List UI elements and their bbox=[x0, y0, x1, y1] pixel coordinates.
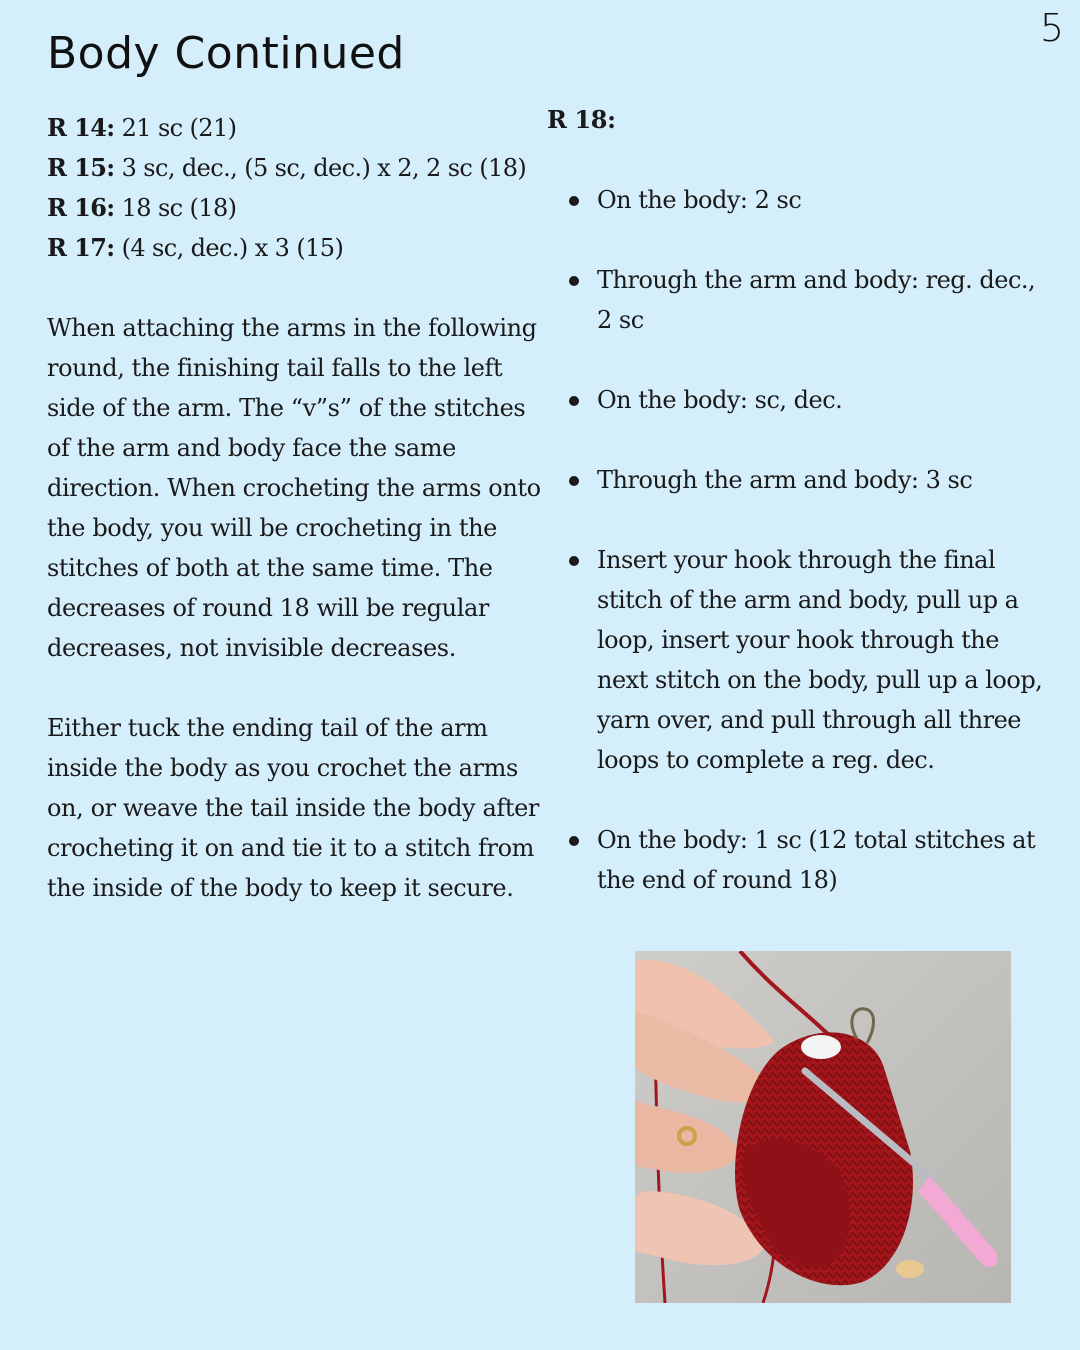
round-15-line bbox=[47, 148, 547, 188]
list-item: Through the arm and body: 3 sc bbox=[547, 460, 1047, 500]
crochet-photo bbox=[635, 951, 1011, 1303]
round-label: R 15: bbox=[47, 153, 115, 182]
attach-arms-paragraph: When attaching the arms in the following round, the finishing tail falls to the left side of the arm. The “v”s” of the stitches of the arm and body face the same direction. When crocheting the arms onto the body, you will be crocheting in the stitches of both at the same time. The decreases of round 18 will be regular decreases, not invisible decreases. bbox=[47, 314, 541, 662]
list-item: On the body: 2 sc bbox=[547, 180, 1047, 220]
left-column bbox=[47, 108, 547, 908]
right-column bbox=[547, 100, 1047, 940]
round-label: R 16: bbox=[47, 193, 115, 222]
round-label: R 17: bbox=[47, 233, 115, 262]
round-label: R 14: bbox=[47, 113, 115, 142]
round-18-steps bbox=[547, 180, 1047, 900]
tail-paragraph: Either tuck the ending tail of the arm inside the body as you crochet the arms on, or weave the tail inside the body after crocheting it on and tie it to a stitch from the inside of the body to keep it secure. bbox=[47, 714, 539, 902]
round-18-heading: R 18: bbox=[547, 105, 616, 134]
round-16-line bbox=[47, 188, 547, 228]
crochet-illustration bbox=[635, 951, 1011, 1303]
round-instruction: 18 sc (18) bbox=[114, 194, 237, 222]
round-instruction: 21 sc (21) bbox=[114, 114, 237, 142]
round-14-line bbox=[47, 108, 547, 148]
list-item: On the body: 1 sc (12 total stitches at the end of round 18) bbox=[547, 820, 1047, 900]
round-instruction: (4 sc, dec.) x 3 (15) bbox=[114, 234, 344, 262]
list-item: Through the arm and body: reg. dec., 2 sc bbox=[547, 260, 1047, 340]
page-title: Body Continued bbox=[47, 28, 405, 79]
round-17-line bbox=[47, 228, 547, 268]
list-item: Insert your hook through the final stitch of the arm and body, pull up a loop, insert your hook through the next stitch on the body, pull up a loop, yarn over, and pull through all three loops to complete a reg. dec. bbox=[547, 540, 1047, 780]
round-instruction: 3 sc, dec., (5 sc, dec.) x 2, 2 sc (18) bbox=[114, 154, 527, 182]
list-item: On the body: sc, dec. bbox=[547, 380, 1047, 420]
page-number: 5 bbox=[1039, 6, 1064, 50]
